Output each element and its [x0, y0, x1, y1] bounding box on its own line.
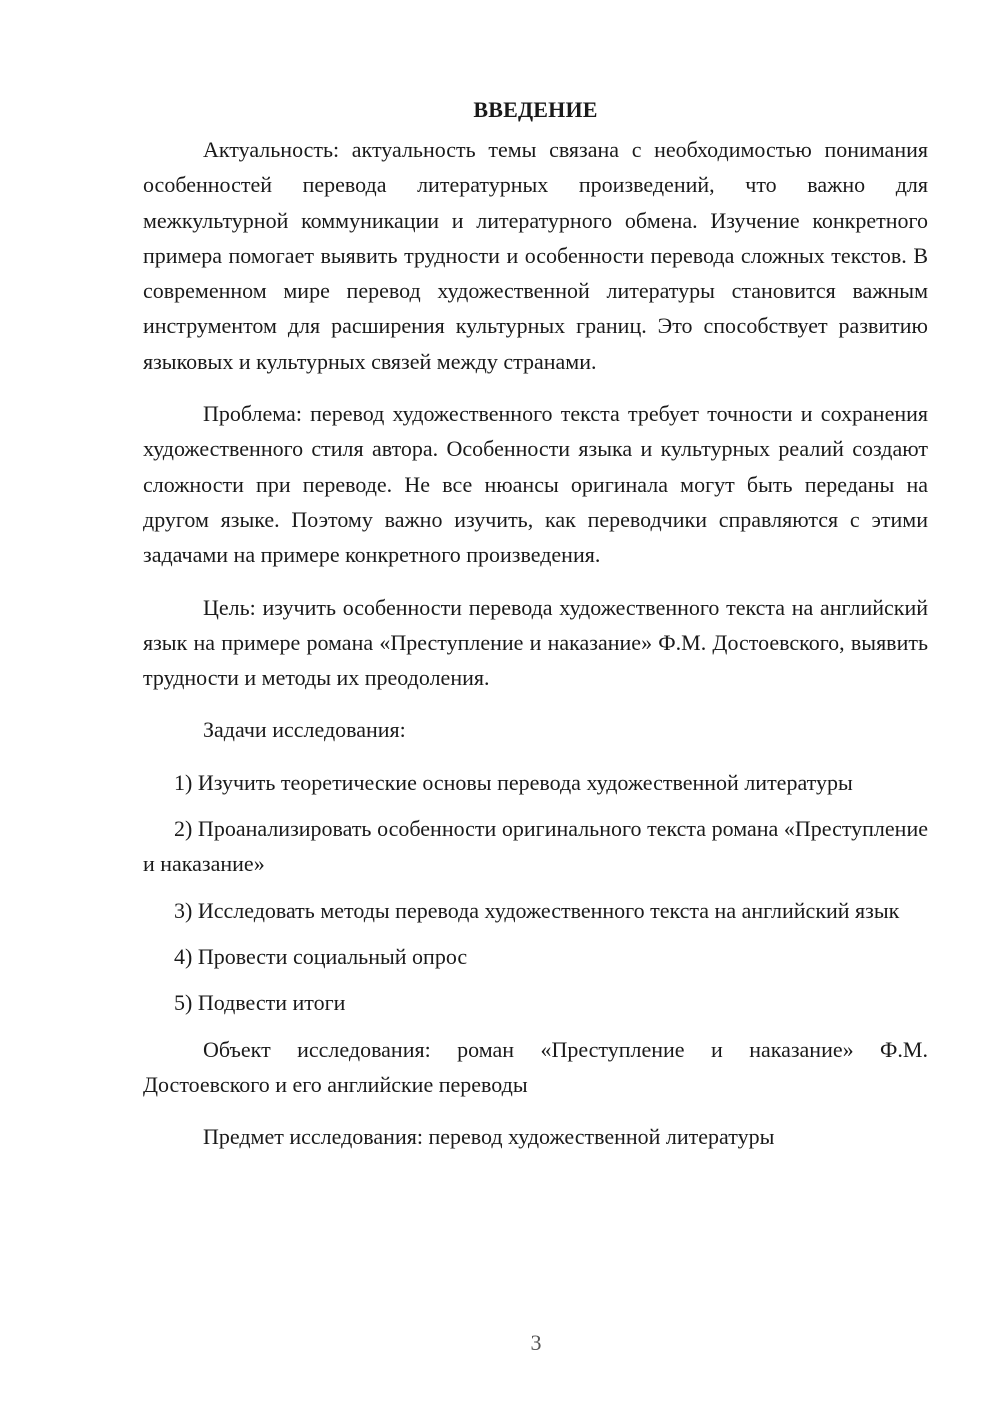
task-item-4: 4) Провести социальный опрос [174, 943, 468, 969]
goal-paragraph: Цель: изучить особенности перевода художественного текста на английский язык на примере романа «Преступление и наказание» Ф.М. Достоевского, выявить трудности и методы их преодоления. [143, 594, 928, 691]
page-content [143, 92, 928, 1154]
page-number: 3 [530, 1330, 542, 1355]
section-heading: ВВЕДЕНИЕ [473, 97, 598, 122]
subject-paragraph: Предмет исследования: перевод художественной литературы [203, 1124, 775, 1150]
tasks-title: Задачи исследования: [203, 717, 406, 743]
task-item-3: 3) Исследовать методы перевода художественного текста на английский язык [174, 897, 900, 923]
task-item-5: 5) Подвести итоги [174, 990, 346, 1016]
task-item-2: 2) Проанализировать особенности оригинального текста романа «Преступление и наказание» [143, 816, 928, 877]
task-item-1: 1) Изучить теоретические основы перевода художественной литературы [174, 769, 853, 795]
object-paragraph: Объект исследования: роман «Преступление и наказание» Ф.М. Достоевского и его английские переводы [143, 1036, 928, 1097]
problem-paragraph: Проблема: перевод художественного текста требует точности и сохранения художественного стиля автора. Особенности языка и культурных реалий создают сложности при переводе. Не все нюансы оригинала могут быть переданы на другом языке. Поэтому важно изучить, как переводчики справляются с этими задачами на примере конкретного произведения. [143, 401, 928, 568]
relevance-paragraph: Актуальность: актуальность темы связана с необходимостью понимания особенностей перевода литературных произведений, что важно для межкультурной коммуникации и литературного обмена. Изучение конкретного примера помогает выявить трудности и особенности перевода сложных текстов. В современном мире перевод художественной литературы становится важным инструментом для расширения культурных границ. Это способствует развитию языковых и культурных связей между странами. [143, 137, 928, 374]
